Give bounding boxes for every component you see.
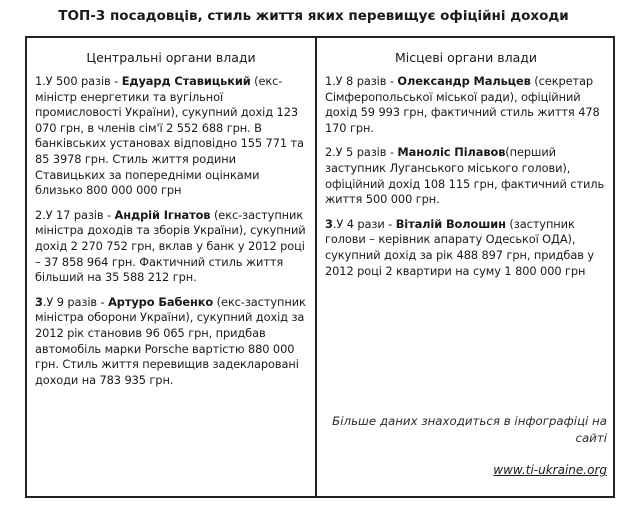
local-column-header: Місцеві органи влади [394,50,537,65]
list-item [35,295,307,389]
entry-text: (екс-міністр енергетики та вугільної промисловості України), сукупний дохід 123 070 грн, в членів сім'ї 2 552 688 грн. В банківських установах відповідно 155 771 та 85 3978 грн. Стиль життя родини Ставицьких за попередніми оцінками близько 800 000 000 грн [35,74,304,198]
central-column-header: Центральні органи влади [86,50,256,65]
page-title: ТОП-3 посадовців, стиль життя яких перевищує офіційні доходи [58,8,569,24]
official-name: Едуард Ставицький [121,74,251,88]
entry-prefix: 2.У 17 разів - [35,207,115,222]
entry-prefix: .У 9 разів - [42,294,109,309]
official-name: Артуро Бабенко [108,294,214,309]
entry-text: (екс-заступник міністра оборони України), сукупний дохід за 2012 рік становив 96 065 грн, придбав автомобіль марки Porsche вартістю 880 000 грн. Стиль життя перевищив задекларовані доходи на 783 935 грн. [35,294,306,387]
entry-prefix: 1.У 500 разів - [35,74,122,88]
official-name: Олександр Мальцев [397,74,531,88]
entry-prefix: .У 4 рази - [332,216,396,231]
entry-number: 3 [325,216,333,231]
official-name: Віталій Волошин [395,216,506,231]
entry-prefix: 1.У 8 разів - [325,74,398,88]
official-name: Андрій Ігнатов [114,207,211,222]
entry-text: (екс-заступник міністра доходів та зборів України), сукупний дохід 2 270 752 грн, вклав у банк у 2012 році – 37 858 964 грн. Фактичний стиль життя більший на 35 588 212 грн. [35,207,306,285]
entry-text: (перший заступник Луганського міського голови), офіційний дохід 108 115 грн, фактичний стиль життя 500 000 грн. [325,145,605,207]
officials-table [25,36,615,498]
list-item [35,208,307,286]
entry-number: 3 [35,294,43,309]
infographic-note: Більше даних знаходиться в інфографіці на сайті [332,414,607,445]
central-column [27,38,317,496]
list-item [35,74,307,199]
website-link[interactable]: www.ti-ukraine.org [493,463,607,477]
official-name: Маноліс Пілавов [397,145,506,160]
list-item [325,217,607,279]
local-column [317,38,613,496]
list-item [325,145,607,207]
entry-prefix: 2.У 5 разів - [325,145,398,160]
entry-text: (заступник голови – керівник апарату Одеської ОДА), сукупний дохід за рік 488 897 грн, придбав у 2012 році 2 квартири на суму 1 800 000 грн [325,216,595,278]
list-item [325,74,607,136]
entry-text: (секретар Сімферопольської міської ради), офіційний дохід 59 993 грн, фактичний стиль життя 478 170 грн. [325,74,600,135]
